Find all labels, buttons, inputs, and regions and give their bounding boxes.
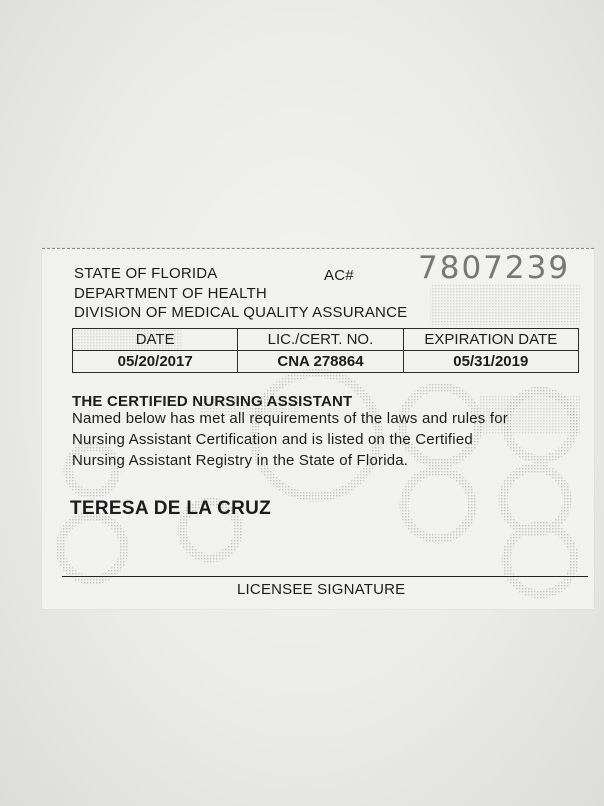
license-card — [42, 248, 594, 609]
state-heading: STATE OF FLORIDA — [74, 265, 218, 282]
date-header: DATE — [73, 329, 238, 351]
certification-line: Nursing Assistant Registry in the State of Florida. — [72, 452, 409, 469]
signature-label: LICENSEE SIGNATURE — [237, 581, 406, 598]
certification-line: Nursing Assistant Certification and is listed on the Certified — [72, 431, 473, 448]
certification-title: THE CERTIFIED NURSING ASSISTANT — [72, 393, 353, 410]
certification-line: Named below has met all requirements of the laws and rules for — [72, 410, 508, 427]
department-heading: DEPARTMENT OF HEALTH — [74, 285, 267, 302]
signature-line — [62, 576, 588, 577]
issue-date-value: 05/20/2017 — [73, 351, 238, 373]
table-header-row — [73, 329, 579, 351]
license-number-value: CNA 278864 — [238, 351, 403, 373]
license-info-table — [72, 328, 579, 373]
license-number-header: LIC./CERT. NO. — [238, 329, 403, 351]
division-heading: DIVISION OF MEDICAL QUALITY ASSURANCE — [74, 304, 408, 321]
expiration-date-value: 05/31/2019 — [403, 351, 578, 373]
licensee-name: TERESA DE LA CRUZ — [70, 498, 272, 519]
expiration-header: EXPIRATION DATE — [403, 329, 578, 351]
ac-number: 7807239 — [418, 250, 571, 286]
table-value-row — [73, 351, 579, 373]
ac-label: AC# — [324, 267, 354, 284]
